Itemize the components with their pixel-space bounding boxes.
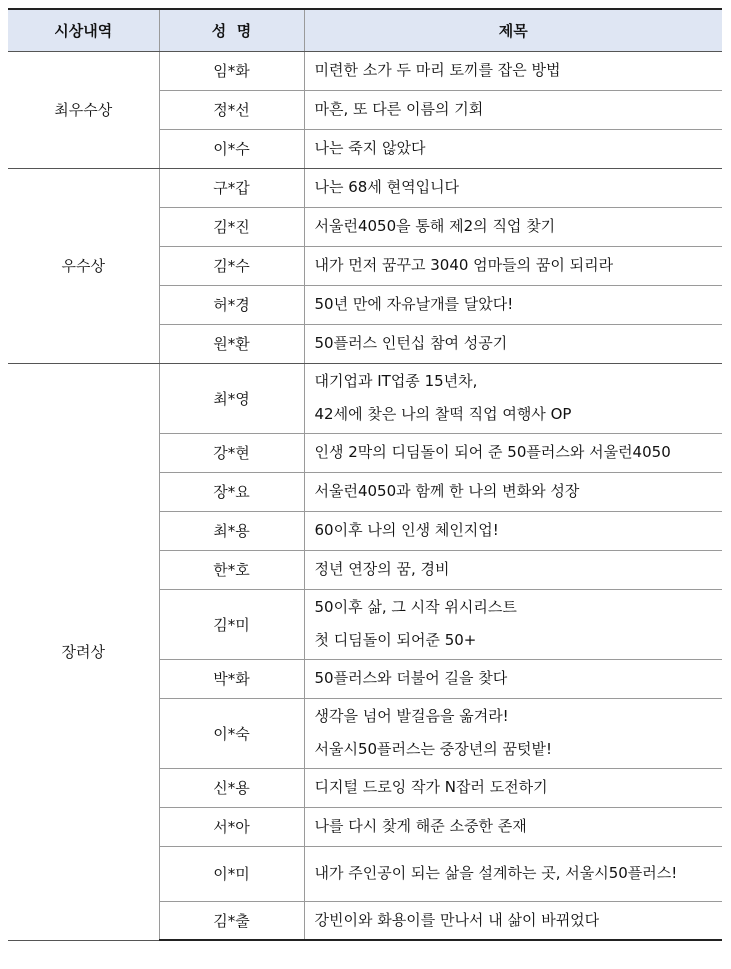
entry-title-line: 마흔, 또 다른 이름의 기회 bbox=[314, 100, 484, 118]
winner-name: 구*갑 bbox=[159, 168, 304, 207]
winner-name: 이*수 bbox=[159, 129, 304, 168]
entry-title bbox=[304, 246, 722, 285]
entry-title bbox=[304, 807, 722, 846]
entry-title-line: 대기업과 IT업종 15년차, bbox=[314, 372, 478, 390]
entry-title bbox=[304, 472, 722, 511]
winner-name: 원*환 bbox=[159, 324, 304, 363]
winner-name: 김*미 bbox=[159, 589, 304, 659]
table-body bbox=[8, 51, 722, 940]
entry-title bbox=[304, 168, 722, 207]
entry-title-line: 서울시50플러스는 중장년의 꿈텃밭! bbox=[314, 740, 552, 758]
entry-title-line: 나는 68세 현역입니다 bbox=[314, 178, 460, 196]
entry-title-line: 미련한 소가 두 마리 토끼를 잡은 방법 bbox=[314, 61, 561, 79]
winner-name: 박*화 bbox=[159, 659, 304, 698]
entry-title-line: 생각을 넘어 발걸음을 옮겨라! bbox=[314, 707, 509, 725]
entry-title-line: 첫 디딤돌이 되어준 50+ bbox=[314, 631, 477, 649]
winner-name: 최*영 bbox=[159, 363, 304, 433]
entry-title-line: 서울런4050과 함께 한 나의 변화와 성장 bbox=[314, 482, 580, 500]
entry-title bbox=[304, 433, 722, 472]
entry-title bbox=[304, 589, 722, 659]
winner-name: 김*수 bbox=[159, 246, 304, 285]
entry-title bbox=[304, 90, 722, 129]
entry-title bbox=[304, 901, 722, 940]
table-row bbox=[8, 51, 722, 90]
entry-title-line: 나를 다시 찾게 해준 소중한 존재 bbox=[314, 817, 527, 835]
table-row bbox=[8, 168, 722, 207]
award-category: 장려상 bbox=[8, 363, 159, 940]
winner-name: 강*현 bbox=[159, 433, 304, 472]
award-category: 최우수상 bbox=[8, 51, 159, 168]
entry-title-line: 디지털 드로잉 작가 N잡러 도전하기 bbox=[314, 778, 548, 796]
header-row bbox=[8, 9, 722, 51]
header-name: 성 명 bbox=[159, 9, 304, 51]
entry-title bbox=[304, 324, 722, 363]
entry-title bbox=[304, 659, 722, 698]
winner-name: 최*용 bbox=[159, 511, 304, 550]
entry-title bbox=[304, 51, 722, 90]
table-row bbox=[8, 363, 722, 433]
entry-title-line: 50플러스와 더불어 길을 찾다 bbox=[314, 669, 508, 687]
winner-name: 한*호 bbox=[159, 550, 304, 589]
winner-name: 신*용 bbox=[159, 768, 304, 807]
entry-title-line: 50이후 삶, 그 시작 위시리스트 bbox=[314, 598, 517, 616]
entry-title-line: 50플러스 인턴십 참여 성공기 bbox=[314, 334, 508, 352]
entry-title bbox=[304, 285, 722, 324]
entry-title bbox=[304, 207, 722, 246]
winner-name: 정*선 bbox=[159, 90, 304, 129]
header-title: 제목 bbox=[304, 9, 722, 51]
entry-title-line: 나는 죽지 않았다 bbox=[314, 139, 426, 157]
entry-title bbox=[304, 768, 722, 807]
entry-title bbox=[304, 550, 722, 589]
entry-title-line: 42세에 찾은 나의 찰떡 직업 여행사 OP bbox=[314, 405, 572, 423]
winner-name: 김*진 bbox=[159, 207, 304, 246]
entry-title-line: 50년 만에 자유날개를 달았다! bbox=[314, 295, 514, 313]
winner-name: 김*출 bbox=[159, 901, 304, 940]
entry-title-line: 내가 주인공이 되는 삶을 설계하는 곳, 서울시50플러스! bbox=[314, 864, 678, 882]
entry-title-line: 정년 연장의 꿈, 경비 bbox=[314, 560, 450, 578]
awards-table bbox=[8, 8, 722, 941]
entry-title bbox=[304, 511, 722, 550]
winner-name: 임*화 bbox=[159, 51, 304, 90]
entry-title-line: 강빈이와 화용이를 만나서 내 삶이 바뀌었다 bbox=[314, 910, 600, 929]
winner-name: 이*숙 bbox=[159, 698, 304, 768]
header-category: 시상내역 bbox=[8, 9, 159, 51]
entry-title-line: 내가 먼저 꿈꾸고 3040 엄마들의 꿈이 되리라 bbox=[314, 256, 614, 274]
entry-title bbox=[304, 129, 722, 168]
winner-name: 허*경 bbox=[159, 285, 304, 324]
entry-title-line: 60이후 나의 인생 체인지업! bbox=[314, 521, 499, 539]
entry-title-line: 서울런4050을 통해 제2의 직업 찾기 bbox=[314, 217, 556, 235]
entry-title bbox=[304, 363, 722, 433]
award-category: 우수상 bbox=[8, 168, 159, 363]
winner-name: 이*미 bbox=[159, 846, 304, 901]
winner-name: 서*아 bbox=[159, 807, 304, 846]
entry-title bbox=[304, 698, 722, 768]
winner-name: 장*요 bbox=[159, 472, 304, 511]
entry-title bbox=[304, 846, 722, 901]
entry-title-line: 인생 2막의 디딤돌이 되어 준 50플러스와 서울런4050 bbox=[314, 443, 671, 461]
